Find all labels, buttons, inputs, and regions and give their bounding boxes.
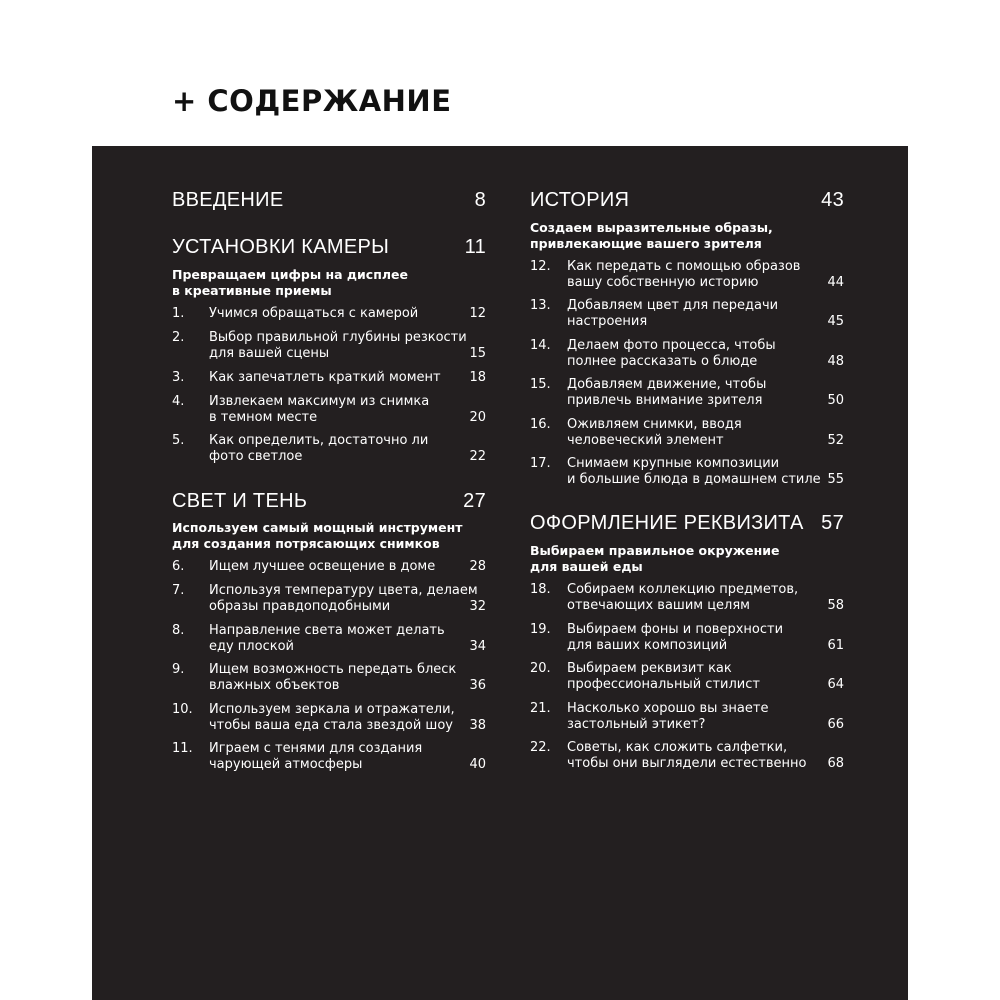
toc-entry[interactable] <box>172 623 486 657</box>
entry-title: Добавляем цвет для передачи настроения <box>567 298 779 329</box>
section-subtitle <box>172 520 486 552</box>
entry-page-number: 50 <box>827 393 844 408</box>
entry-number: 10. <box>172 702 193 717</box>
toc-entry[interactable] <box>530 417 844 451</box>
section-title: ОФОРМЛЕНИЕ РЕКВИЗИТА <box>530 512 804 534</box>
section-page-number: 11 <box>464 236 486 258</box>
toc-entry[interactable] <box>172 330 486 364</box>
entry-number: 20. <box>530 661 551 676</box>
section-heading[interactable] <box>172 490 486 520</box>
entry-page-number: 66 <box>827 717 844 732</box>
entry-number: 9. <box>172 662 185 677</box>
entry-number: 2. <box>172 330 185 345</box>
toc-entry[interactable] <box>530 259 844 293</box>
entry-title: Ищем лучшее освещение в доме <box>209 559 436 574</box>
entry-page-number: 58 <box>827 598 844 613</box>
entry-title: Учимся обращаться с камерой <box>209 306 419 321</box>
section-page-number: 57 <box>821 512 844 534</box>
entry-title: Добавляем движение, чтобы привлечь внимание зрителя <box>567 377 767 408</box>
entry-page-number: 36 <box>469 678 486 693</box>
entry-number: 19. <box>530 622 551 637</box>
section-page-number: 27 <box>463 490 486 512</box>
entry-number: 12. <box>530 259 551 274</box>
section-page-number: 43 <box>821 189 844 211</box>
toc-entry[interactable] <box>530 298 844 332</box>
section-subtitle-line: для создания потрясающих снимков <box>172 536 440 551</box>
toc-entry[interactable] <box>172 394 486 428</box>
entry-number: 18. <box>530 582 551 597</box>
entry-number: 15. <box>530 377 551 392</box>
section-subtitle-line: в креативные приемы <box>172 283 332 298</box>
section-heading[interactable] <box>172 189 486 219</box>
section-subtitle <box>530 543 844 575</box>
section-heading[interactable] <box>172 236 486 266</box>
section-subtitle-line: Используем самый мощный инструмент <box>172 520 463 535</box>
section-title: ВВЕДЕНИЕ <box>172 189 284 211</box>
toc-entry[interactable] <box>530 582 844 616</box>
toc-entry[interactable] <box>172 662 486 696</box>
entry-title: Как передать с помощью образов вашу собственную историю <box>567 259 801 290</box>
section-subtitle-line: для вашей еды <box>530 559 643 574</box>
section-title: УСТАНОВКИ КАМЕРЫ <box>172 236 390 258</box>
toc-entry[interactable] <box>530 456 844 490</box>
entry-number: 14. <box>530 338 551 353</box>
page-title: + СОДЕРЖАНИЕ <box>172 84 452 118</box>
entry-number: 8. <box>172 623 185 638</box>
entry-page-number: 48 <box>827 354 844 369</box>
entry-number: 1. <box>172 306 185 321</box>
toc-entry[interactable] <box>172 433 486 467</box>
entry-title: Направление света может делать еду плоской <box>209 623 445 654</box>
entry-page-number: 32 <box>469 599 486 614</box>
entry-page-number: 22 <box>469 449 486 464</box>
toc-entry[interactable] <box>172 741 486 775</box>
toc-entry[interactable] <box>530 701 844 735</box>
section-heading[interactable] <box>530 512 844 542</box>
section-subtitle <box>172 267 486 299</box>
section-subtitle-line: Создаем выразительные образы, <box>530 220 773 235</box>
entry-title: Делаем фото процесса, чтобы полнее рассказать о блюде <box>567 338 776 369</box>
section-heading[interactable] <box>530 189 844 219</box>
entry-number: 6. <box>172 559 185 574</box>
entry-page-number: 64 <box>827 677 844 692</box>
entry-number: 11. <box>172 741 193 756</box>
section-title: СВЕТ И ТЕНЬ <box>172 490 308 512</box>
entry-title: Используем зеркала и отражатели, чтобы ваша еда стала звездой шоу <box>209 702 455 733</box>
entry-page-number: 55 <box>827 472 844 487</box>
toc-entry[interactable] <box>530 740 844 774</box>
toc-entry[interactable] <box>530 338 844 372</box>
entry-page-number: 52 <box>827 433 844 448</box>
contents-panel <box>92 146 908 1000</box>
toc-entry[interactable] <box>530 661 844 695</box>
entry-page-number: 18 <box>469 370 486 385</box>
section-title: ИСТОРИЯ <box>530 189 630 211</box>
section-subtitle-line: Выбираем правильное окружение <box>530 543 780 558</box>
entry-title: Как определить, достаточно ли фото светлое <box>209 433 429 464</box>
entry-page-number: 28 <box>469 559 486 574</box>
entry-number: 17. <box>530 456 551 471</box>
entry-title: Ищем возможность передать блеск влажных объектов <box>209 662 457 693</box>
entry-title: Извлекаем максимум из снимка в темном месте <box>209 394 430 425</box>
entry-number: 4. <box>172 394 185 409</box>
toc-entry[interactable] <box>530 377 844 411</box>
entry-page-number: 44 <box>827 275 844 290</box>
section-subtitle <box>530 220 844 252</box>
entry-number: 13. <box>530 298 551 313</box>
section-subtitle-line: привлекающие вашего зрителя <box>530 236 762 251</box>
entry-page-number: 45 <box>827 314 844 329</box>
entry-page-number: 40 <box>469 757 486 772</box>
entry-number: 3. <box>172 370 185 385</box>
entry-number: 5. <box>172 433 185 448</box>
entry-title: Советы, как сложить салфетки, чтобы они выглядели естественно <box>567 740 807 771</box>
entry-page-number: 20 <box>469 410 486 425</box>
entry-page-number: 61 <box>827 638 844 653</box>
entry-page-number: 34 <box>469 639 486 654</box>
entry-title: Выбираем реквизит как профессиональный стилист <box>567 661 760 692</box>
entry-page-number: 68 <box>827 756 844 771</box>
entry-title: Выбор правильной глубины резкости для вашей сцены <box>209 330 467 361</box>
entry-title: Снимаем крупные композиции и большие блюда в домашнем стиле <box>567 456 821 487</box>
entry-number: 21. <box>530 701 551 716</box>
entry-title: Играем с тенями для создания чарующей атмосферы <box>209 741 423 772</box>
entry-title: Как запечатлеть краткий момент <box>209 370 441 385</box>
entry-page-number: 12 <box>469 306 486 321</box>
entry-title: Используя температуру цвета, делаем образы правдоподобными <box>209 583 478 614</box>
section-subtitle-line: Превращаем цифры на дисплее <box>172 267 408 282</box>
entry-page-number: 38 <box>469 718 486 733</box>
entry-number: 22. <box>530 740 551 755</box>
entry-title: Оживляем снимки, вводя человеческий элемент <box>567 417 742 448</box>
entry-title: Собираем коллекцию предметов, отвечающих вашим целям <box>567 582 799 613</box>
entry-number: 16. <box>530 417 551 432</box>
toc-entry[interactable] <box>530 622 844 656</box>
toc-entry[interactable] <box>172 583 486 617</box>
section-page-number: 8 <box>474 189 486 211</box>
entry-page-number: 15 <box>469 346 486 361</box>
toc-entry[interactable] <box>172 702 486 736</box>
entry-title: Насколько хорошо вы знаете застольный этикет? <box>567 701 769 732</box>
entry-title: Выбираем фоны и поверхности для ваших композиций <box>567 622 784 653</box>
entry-number: 7. <box>172 583 185 598</box>
